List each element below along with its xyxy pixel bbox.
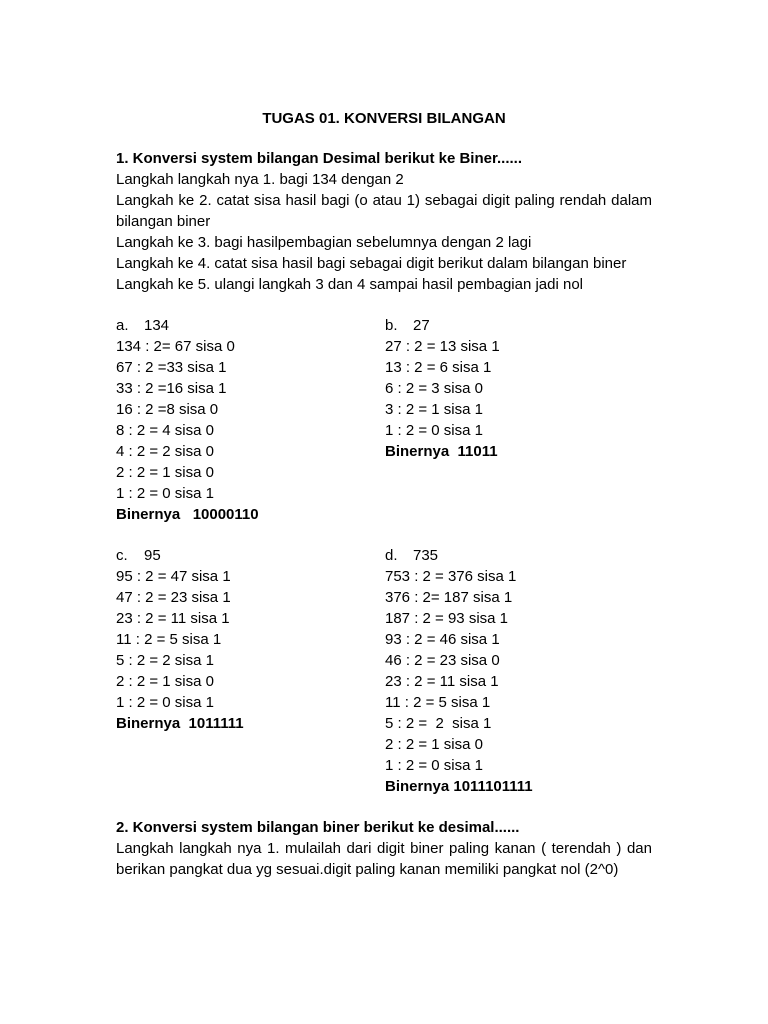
problem-b-result: Binernya 11011 [385,443,498,460]
problem-a-step: 67 : 2 =33 sisa 1 [116,359,227,376]
problem-c-result: Binernya 1011111 [116,715,244,732]
problem-d-step: 1 : 2 = 0 sisa 1 [385,757,483,774]
problem-b-step: 1 : 2 = 0 sisa 1 [385,422,483,439]
problem-b-letter: b. [385,317,398,334]
problem-c-header [116,545,385,566]
problem-b-header [385,315,652,336]
problem-d-step: 93 : 2 = 46 sisa 1 [385,631,500,648]
problem-d-step: 5 : 2 = 2 sisa 1 [385,715,492,732]
problem-a-header [116,315,385,336]
problem-a-step: 33 : 2 =16 sisa 1 [116,380,227,397]
problem-a-result: Binernya 10000110 [116,506,259,523]
section1-step-4: Langkah ke 4. catat sisa hasil bagi sebagai digit berikut dalam bilangan biner [116,255,627,272]
problem-c-step: 47 : 2 = 23 sisa 1 [116,589,231,606]
problem-c-number: 95 [144,547,161,564]
problem-b-step: 6 : 2 = 3 sisa 0 [385,380,483,397]
section1-heading: 1. Konversi system bilangan Desimal berikut ke Biner...... [116,150,522,167]
problem-d-step: 23 : 2 = 11 sisa 1 [385,673,499,690]
section1-step-3: Langkah ke 3. bagi hasilpembagian sebelumnya dengan 2 lagi [116,234,532,251]
problem-a-step: 134 : 2= 67 sisa 0 [116,338,235,355]
problem-c-step: 95 : 2 = 47 sisa 1 [116,568,231,585]
document-page [116,109,652,880]
problem-c [116,545,385,797]
problem-c-step: 1 : 2 = 0 sisa 1 [116,694,214,711]
problem-d-step: 46 : 2 = 23 sisa 0 [385,652,500,669]
problem-a-step: 2 : 2 = 1 sisa 0 [116,464,214,481]
problem-d-number: 735 [413,547,439,564]
problem-b-step: 13 : 2 = 6 sisa 1 [385,359,492,376]
problem-d-step: 2 : 2 = 1 sisa 0 [385,736,483,753]
problem-d-step: 11 : 2 = 5 sisa 1 [385,694,491,711]
problems-row-1 [116,315,652,525]
section1-step-1: Langkah langkah nya 1. bagi 134 dengan 2 [116,171,404,188]
section1-step-2: Langkah ke 2. catat sisa hasil bagi (o atau 1) sebagai digit paling rendah dalam bilangan biner [116,192,652,230]
document-title: TUGAS 01. KONVERSI BILANGAN [262,110,506,127]
problem-c-step: 2 : 2 = 1 sisa 0 [116,673,214,690]
problem-a-step: 4 : 2 = 2 sisa 0 [116,443,214,460]
problem-c-step: 5 : 2 = 2 sisa 1 [116,652,214,669]
problem-a-letter: a. [116,317,129,334]
problem-b-number: 27 [413,317,430,334]
problem-d-step: 376 : 2= 187 sisa 1 [385,589,513,606]
problem-d-step: 753 : 2 = 376 sisa 1 [385,568,517,585]
problems-row-2 [116,545,652,797]
problem-d-letter: d. [385,547,398,564]
problem-d-result: Binernya 1011101111 [385,778,533,795]
section1-step-5: Langkah ke 5. ulangi langkah 3 dan 4 sampai hasil pembagian jadi nol [116,276,583,293]
problem-d-step: 187 : 2 = 93 sisa 1 [385,610,509,627]
problem-a-number: 134 [144,317,170,334]
problem-a [116,315,385,525]
problem-a-step: 1 : 2 = 0 sisa 1 [116,485,214,502]
problem-c-step: 23 : 2 = 11 sisa 1 [116,610,230,627]
problem-d [385,545,652,797]
problem-b-step: 27 : 2 = 13 sisa 1 [385,338,500,355]
problem-d-header [385,545,652,566]
problem-c-step: 11 : 2 = 5 sisa 1 [116,631,222,648]
problem-c-letter: c. [116,547,128,564]
problem-a-step: 8 : 2 = 4 sisa 0 [116,422,214,439]
section2-heading: 2. Konversi system bilangan biner berikut ke desimal...... [116,819,520,836]
problem-b-step: 3 : 2 = 1 sisa 1 [385,401,483,418]
problem-b [385,315,652,525]
section2-text: Langkah langkah nya 1. mulailah dari digit biner paling kanan ( terendah ) dan berikan pangkat dua yg sesuai.digit paling kanan memiliki pangkat nol (2^0) [116,840,652,878]
problem-a-step: 16 : 2 =8 sisa 0 [116,401,219,418]
